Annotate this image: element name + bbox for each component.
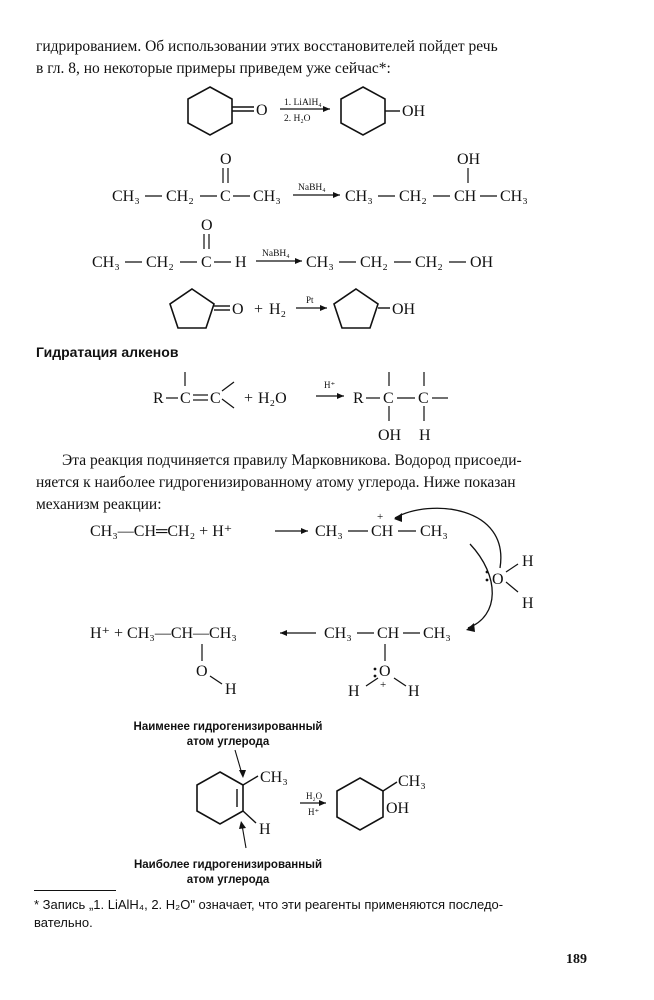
reaction-cyclopentanone-hydrogenation	[164, 284, 434, 336]
catalyst-pt: Pt	[306, 295, 314, 305]
methyl-group: CH₃	[260, 769, 288, 786]
reagent-water: H₂O	[306, 791, 323, 801]
carbocation-ch3-b: CH₃	[420, 523, 448, 540]
reactant-ch3-a: CH₃	[112, 188, 140, 205]
cyclohexanol-ring	[337, 778, 383, 830]
oxonium-ch3-a: CH₃	[324, 625, 352, 642]
reactant-c: C	[201, 254, 212, 271]
water-hydrogen-a: H	[522, 553, 534, 570]
intro-paragraph	[36, 36, 596, 80]
plus-sign: +	[244, 390, 254, 407]
product-ch2-b: CH₂	[415, 254, 443, 271]
alcohol-hydrogen: H	[225, 681, 237, 698]
page-number: 189	[566, 952, 587, 967]
section-heading: Гидратация алкенов	[36, 344, 179, 360]
footnote	[34, 896, 604, 932]
footnote-line-2: вательно.	[34, 915, 93, 930]
methylcyclohexene-hydration	[100, 712, 460, 892]
markovnikov-line-1: Эта реакция подчиняется правилу Марковникова. Водород присоеди-	[62, 452, 522, 469]
caption-least-hydrogenated-2: атом углерода	[186, 736, 270, 748]
propene-plus-proton: CH₃—CH═CH₂ + H⁺	[90, 523, 233, 540]
alkene-carbon-b: C	[210, 390, 221, 407]
reagent-nabh4: NaBH₄	[262, 249, 290, 259]
carbocation-charge: +	[377, 511, 384, 523]
cyclohexene-ring	[197, 772, 243, 824]
markovnikov-line-2: няется к наиболее гидрогенизированному атому углерода. Ниже показан	[36, 474, 516, 491]
product-hydroxyl: OH	[457, 151, 481, 168]
product-ch3-b: CH₃	[500, 188, 528, 205]
footnote-divider	[34, 890, 116, 891]
product-ch3: CH₃	[306, 254, 334, 271]
reactant-ch3-b: CH₃	[253, 188, 281, 205]
hydrogen-gas: H₂	[269, 301, 287, 318]
product-carbon-b: C	[418, 390, 429, 407]
reactant-ch3: CH₃	[92, 254, 120, 271]
reactant-c: C	[220, 188, 231, 205]
reactant-h: H	[235, 254, 247, 271]
reagent-step-2: 2. H₂O	[284, 114, 311, 124]
cyclopentanone-ring	[170, 289, 214, 328]
intro-line-1: гидрированием. Об использовании этих восстановителей пойдет речь	[36, 38, 498, 55]
product-carbon-a: C	[383, 390, 394, 407]
markovnikov-line-3: механизм реакции:	[36, 496, 162, 513]
product-methyl: CH₃	[398, 773, 426, 790]
curved-arrow-attack	[395, 508, 501, 568]
product-ch2-a: CH₂	[360, 254, 388, 271]
curved-arrow-bond	[468, 544, 492, 628]
product-r-group: R	[353, 390, 364, 407]
carbonyl-oxygen: O	[220, 151, 232, 168]
caption-most-hydrogenated-2: атом углерода	[186, 874, 270, 886]
water-hydrogen-b: H	[522, 595, 534, 612]
cyclohexanol-ring	[341, 87, 385, 135]
isopropanol-plus-proton: H⁺ + CH₃—CH—CH₃	[90, 625, 237, 642]
reaction-butanone-reduction	[100, 148, 560, 208]
product-ch3-a: CH₃	[345, 188, 373, 205]
product-hydroxyl: OH	[386, 800, 410, 817]
reagent-step-1: 1. LiAlH₄	[284, 98, 322, 108]
ketone-oxygen: O	[256, 102, 268, 119]
oxonium-oxygen: O	[379, 663, 391, 680]
oxonium-ch: CH	[377, 625, 400, 642]
product-ch: CH	[454, 188, 477, 205]
acid-catalyst: H⁺	[324, 380, 336, 390]
cyclohexanone-ring	[188, 87, 232, 135]
product-hydrogen: H	[419, 427, 431, 444]
product-hydroxyl: OH	[402, 103, 426, 120]
product-hydroxyl: OH	[378, 427, 402, 444]
intro-line-2: в гл. 8, но некоторые примеры приведем уже сейчас*:	[36, 60, 391, 77]
oxonium-hydrogen-b: H	[408, 683, 420, 700]
plus-sign: +	[254, 301, 264, 318]
caption-least-hydrogenated: Наименее гидрогенизированный	[133, 721, 323, 733]
r-group: R	[153, 390, 164, 407]
footnote-line-1: * Запись „1. LiAlH₄, 2. H₂O" означает, что эти реагенты применяются последо-	[34, 897, 504, 912]
cyclopentanol-ring	[334, 289, 378, 328]
carbocation-ch3-a: CH₃	[315, 523, 343, 540]
oxonium-ch3-b: CH₃	[423, 625, 451, 642]
reagent-acid: H⁺	[308, 807, 320, 817]
product-ch2: CH₂	[399, 188, 427, 205]
reactant-ch2: CH₂	[166, 188, 194, 205]
ketone-oxygen: O	[232, 301, 244, 318]
reagent-nabh4: NaBH₄	[298, 183, 326, 193]
carbonyl-oxygen: O	[201, 217, 213, 234]
mechanism-diagram	[80, 506, 560, 706]
oxonium-charge: +	[380, 679, 387, 691]
reactant-ch2: CH₂	[146, 254, 174, 271]
product-hydroxyl: OH	[392, 301, 416, 318]
alkene-hydration-equation	[148, 366, 468, 446]
product-hydroxyl: OH	[470, 254, 494, 271]
vinyl-hydrogen: H	[259, 821, 271, 838]
carbocation-ch: CH	[371, 523, 394, 540]
water-oxygen: O	[492, 571, 504, 588]
reaction-propanal-reduction	[80, 214, 540, 274]
alkene-carbon-a: C	[180, 390, 191, 407]
reaction-cyclohexanone-reduction	[180, 82, 450, 140]
alcohol-oxygen: O	[196, 663, 208, 680]
oxonium-hydrogen-a: H	[348, 683, 360, 700]
water: H₂O	[258, 390, 287, 407]
caption-most-hydrogenated: Наиболее гидрогенизированный	[133, 859, 323, 871]
